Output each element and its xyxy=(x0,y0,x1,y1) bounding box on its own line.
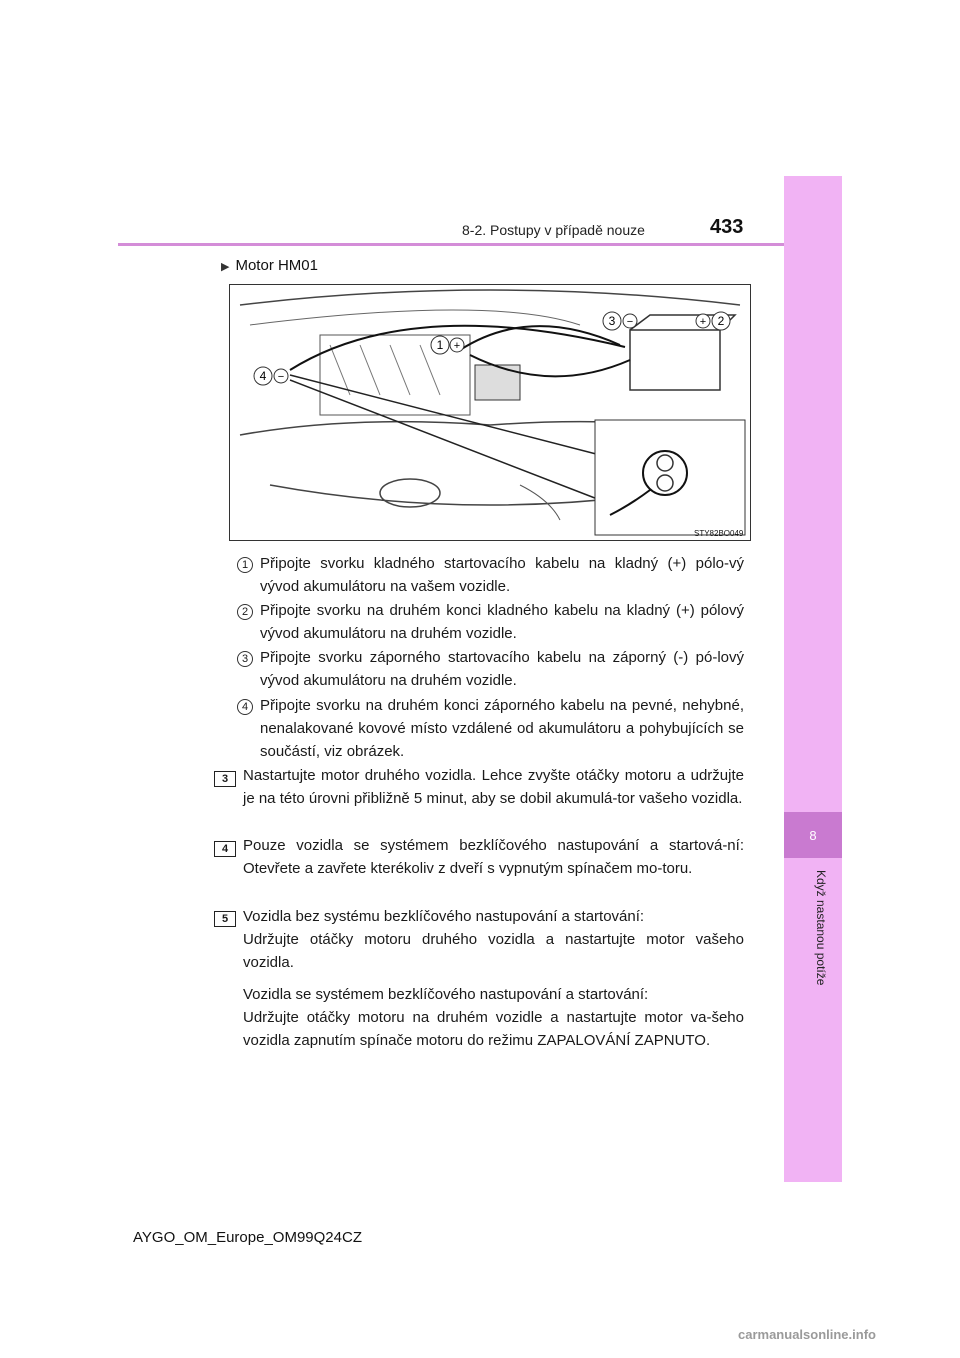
boxed-step-5-line2: Udržujte otáčky motoru druhého vozidla a nastartujte motor vašeho vozidla. xyxy=(243,931,744,971)
chapter-label: Když nastanou potíže xyxy=(814,870,828,986)
svg-text:−: − xyxy=(277,371,285,383)
step-box-5: 5 xyxy=(214,911,236,927)
step-box-3: 3 xyxy=(214,771,236,787)
step-circle-3: 3 xyxy=(237,651,253,667)
boxed-step-5-para2-title: Vozidla se systémem bezklíčového nastupování a startování: xyxy=(243,986,649,1003)
callout-3: 3 xyxy=(608,314,616,328)
chapter-side-tab xyxy=(784,176,842,1182)
jump-start-illustration xyxy=(229,284,751,541)
step-4-text: Připojte svorku na druhém konci záporného kabelu na pevné, nehybné, nenalakované kovové místo vzdálené od akumulátoru a pohybujících se součástí, viz obrázek. xyxy=(260,697,744,760)
chapter-number: 8 xyxy=(784,812,842,858)
step-3-text: Připojte svorku záporného startovacího kabelu na záporný (-) pó-lový vývod akumulátoru na druhém vozidle. xyxy=(260,649,744,689)
step-circle-2: 2 xyxy=(237,604,253,620)
step-circle-1: 1 xyxy=(237,557,253,573)
triangle-bullet-icon: ▶ xyxy=(221,261,230,273)
section-title: 8-2. Postupy v případě nouze xyxy=(462,222,645,238)
engine-bay-drawing xyxy=(230,285,750,540)
motor-heading xyxy=(221,257,318,274)
callout-1: 1 xyxy=(436,338,444,352)
step-box-4: 4 xyxy=(214,841,236,857)
boxed-step-5-para2-text: Udržujte otáčky motoru na druhém vozidle a nastartujte motor va-šeho vozidla zapnutím spínače motoru do režimu ZAPALOVÁNÍ ZAPNUTO. xyxy=(243,1009,744,1049)
header-divider xyxy=(118,243,784,246)
boxed-step-3-text: Nastartujte motor druhého vozidla. Lehce zvyšte otáčky motoru a udržujte je na této úrovni přibližně 5 minut, aby se dobil akumulá-tor vašeho vozidla. xyxy=(243,767,744,807)
step-2-text: Připojte svorku na druhém konci kladného kabelu na kladný (+) pólový vývod akumulátoru na druhém vozidle. xyxy=(260,602,744,642)
boxed-step-4-text: Pouze vozidla se systémem bezklíčového nastupování a startová-ní: Otevřete a zavřete kterékoliv z dveří s vypnutým spínačem mo-toru. xyxy=(243,837,744,877)
watermark: carmanualsonline.info xyxy=(738,1327,876,1342)
svg-text:+: + xyxy=(453,340,461,352)
callout-2: 2 xyxy=(717,314,725,328)
page-number: 433 xyxy=(710,216,744,238)
svg-text:+: + xyxy=(699,316,707,328)
document-footer: AYGO_OM_Europe_OM99Q24CZ xyxy=(133,1229,362,1246)
step-circle-4: 4 xyxy=(237,699,253,715)
step-1-text: Připojte svorku kladného startovacího kabelu na kladný (+) pólo-vý vývod akumulátoru na vašem vozidle. xyxy=(260,555,744,595)
boxed-step-5-line1: Vozidla bez systému bezklíčového nastupování a startování: xyxy=(243,908,645,925)
callout-4: 4 xyxy=(259,369,267,383)
figure-code: STY82BO049 xyxy=(694,529,744,538)
svg-text:−: − xyxy=(626,316,634,328)
motor-heading-text: Motor HM01 xyxy=(235,257,318,274)
